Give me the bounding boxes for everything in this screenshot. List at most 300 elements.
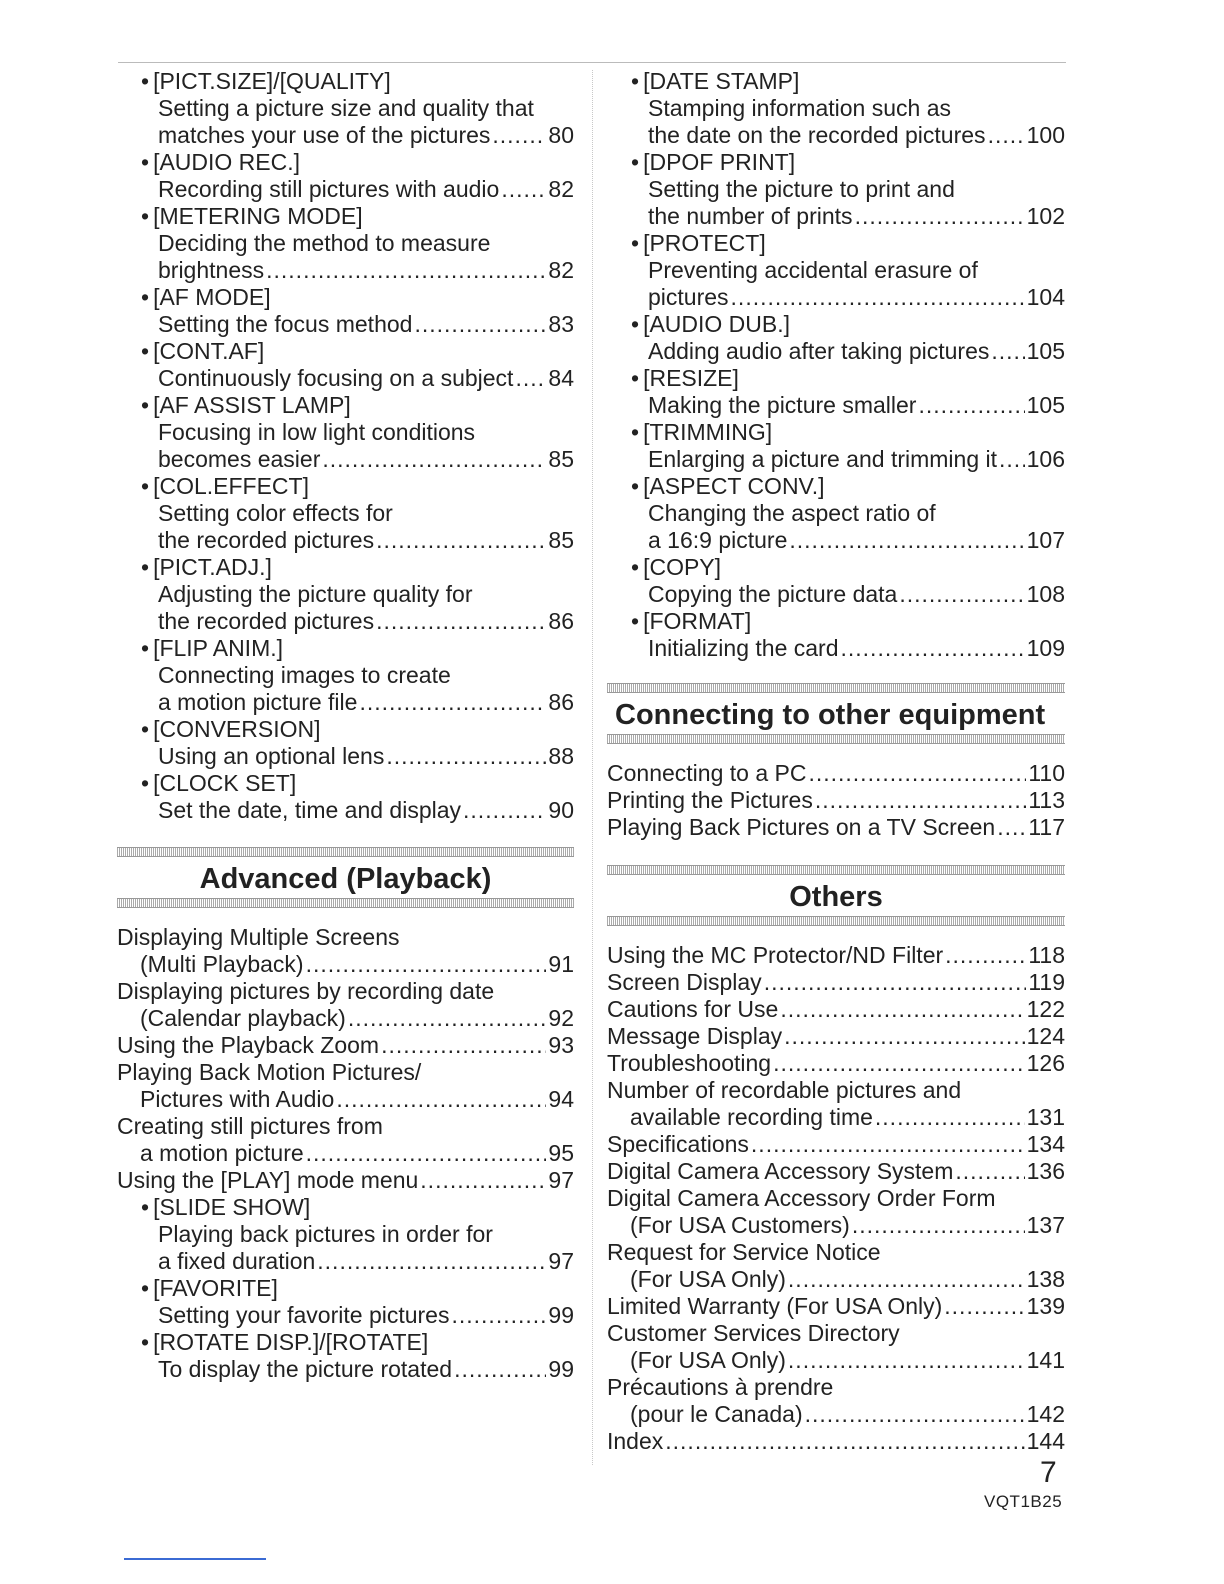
bullet-icon: •	[631, 311, 640, 337]
dot-leader	[988, 122, 1025, 149]
menu-item-title	[117, 635, 574, 662]
toc-entry	[607, 1428, 1065, 1455]
page-ref: 95	[548, 1140, 574, 1166]
menu-item-description: Focusing in low light conditions	[158, 419, 476, 445]
entry-text: Specifications	[607, 1131, 749, 1157]
menu-item-title	[117, 284, 574, 311]
entry-text: Setting your favorite pictures	[158, 1302, 450, 1328]
dot-leader	[463, 797, 546, 824]
dot-leader	[381, 1032, 546, 1059]
menu-item-title	[117, 203, 574, 230]
dot-leader	[376, 527, 546, 554]
page-ref: 118	[1028, 942, 1065, 968]
menu-item-description: Connecting images to create	[158, 662, 451, 688]
toc-line[interactable]	[117, 797, 574, 824]
dot-leader	[501, 176, 546, 203]
toc-line[interactable]	[607, 969, 1065, 996]
menu-item	[607, 68, 1065, 149]
menu-item-description: Changing the aspect ratio of	[648, 500, 936, 526]
entry-text: Making the picture smaller	[648, 392, 917, 418]
toc-line[interactable]	[117, 1005, 574, 1032]
page-ref: 113	[1028, 787, 1065, 813]
toc-line[interactable]	[607, 1428, 1065, 1455]
page-ref: 97	[548, 1167, 574, 1193]
bullet-icon: •	[141, 1194, 150, 1220]
bullet-icon: •	[141, 392, 150, 418]
menu-item-label: [CLOCK SET]	[153, 770, 297, 796]
page-ref: 97	[548, 1248, 574, 1274]
bullet-icon: •	[141, 338, 150, 364]
toc-line[interactable]	[117, 176, 574, 203]
dot-leader	[780, 996, 1024, 1023]
menu-item	[607, 419, 1065, 473]
menu-item-title	[117, 1194, 574, 1221]
page-ref: 106	[1026, 446, 1065, 472]
toc-line[interactable]	[117, 951, 574, 978]
entry-text: Troubleshooting	[607, 1050, 772, 1076]
entry-text: becomes easier	[158, 446, 321, 472]
toc-line[interactable]	[607, 1266, 1065, 1293]
section-band-bottom	[117, 898, 574, 908]
page-ref: 100	[1026, 122, 1065, 148]
menu-item-label: [DPOF PRINT]	[643, 149, 796, 175]
menu-item-title	[117, 554, 574, 581]
toc-entries-others	[607, 942, 1065, 1455]
entry-text: Playing Back Pictures on a TV Screen	[607, 814, 996, 840]
page-ref: 80	[548, 122, 574, 148]
bullet-icon: •	[631, 149, 640, 175]
dot-leader	[306, 951, 547, 978]
entry-text: (Calendar playback)	[140, 1005, 346, 1031]
toc-entry	[607, 942, 1065, 969]
dot-leader	[841, 635, 1025, 662]
toc-entry	[607, 1050, 1065, 1077]
menu-item-title	[607, 608, 1065, 635]
toc-line[interactable]	[117, 1032, 574, 1059]
menu-item-label: [DATE STAMP]	[643, 68, 800, 94]
toc-line[interactable]	[607, 1158, 1065, 1185]
menu-item	[117, 203, 574, 284]
page-ref: 85	[548, 446, 574, 472]
toc-entry	[607, 1023, 1065, 1050]
toc-line[interactable]	[607, 942, 1065, 969]
entry-text: pictures	[648, 284, 729, 310]
toc-line[interactable]	[117, 122, 574, 149]
dot-leader	[451, 1302, 546, 1329]
entry-text: (For USA Only)	[630, 1347, 786, 1373]
entry-text: Screen Display	[607, 969, 762, 995]
toc-entry	[607, 1131, 1065, 1158]
section-connecting	[607, 683, 1065, 744]
toc-entry	[607, 1374, 1065, 1428]
menu-item-description: Deciding the method to measure	[158, 230, 491, 256]
dot-leader	[991, 338, 1024, 365]
menu-item-title	[117, 392, 574, 419]
entry-text: (For USA Customers)	[630, 1212, 850, 1238]
bullet-icon: •	[631, 473, 640, 499]
toc-entry-first-line: Précautions à prendre	[607, 1374, 834, 1400]
toc-entry	[607, 760, 1065, 787]
menu-item-label: [PICT.SIZE]/[QUALITY]	[153, 68, 391, 94]
entry-text: Using the [PLAY] mode menu	[117, 1167, 419, 1193]
page-ref: 99	[548, 1356, 574, 1382]
entry-text: Copying the picture data	[648, 581, 898, 607]
menu-item-label: [FORMAT]	[643, 608, 752, 634]
menu-item-title	[117, 770, 574, 797]
menu-item	[607, 473, 1065, 554]
bullet-icon: •	[141, 284, 150, 310]
page-ref: 105	[1026, 392, 1065, 418]
left-column	[117, 68, 574, 1383]
toc-entry	[117, 924, 574, 978]
toc-line[interactable]	[607, 1401, 1065, 1428]
page-ref: 136	[1026, 1158, 1065, 1184]
dot-leader	[665, 1428, 1024, 1455]
toc-entry	[607, 1185, 1065, 1239]
entry-text: the date on the recorded pictures	[648, 122, 986, 148]
menu-item-title	[117, 716, 574, 743]
toc-entry	[117, 1167, 574, 1194]
menu-item-label: [FAVORITE]	[153, 1275, 278, 1301]
dot-leader	[784, 1023, 1024, 1050]
menu-item-label: [AUDIO DUB.]	[643, 311, 791, 337]
entry-text: Printing the Pictures	[607, 787, 813, 813]
page-number: 7	[1040, 1456, 1057, 1489]
toc-entry	[607, 1077, 1065, 1131]
page-ref: 90	[548, 797, 574, 823]
bullet-icon: •	[141, 68, 150, 94]
menu-item	[117, 338, 574, 392]
toc-line[interactable]	[607, 1347, 1065, 1374]
menu-item-label: [AUDIO REC.]	[153, 149, 301, 175]
toc-entries-playback	[117, 924, 574, 1194]
entry-text: Setting the focus method	[158, 311, 413, 337]
page-ref: 137	[1026, 1212, 1065, 1238]
dot-leader	[420, 1167, 546, 1194]
toc-line[interactable]	[607, 787, 1065, 814]
toc-entry-first-line: Request for Service Notice	[607, 1239, 881, 1265]
bullet-icon: •	[631, 365, 640, 391]
entry-text: Index	[607, 1428, 664, 1454]
toc-line[interactable]	[117, 1167, 574, 1194]
toc-line[interactable]	[607, 814, 1065, 841]
dot-leader	[764, 969, 1027, 996]
toc-line[interactable]	[117, 365, 574, 392]
entry-text: brightness	[158, 257, 265, 283]
page-ref: 91	[548, 951, 574, 977]
menu-item-title	[607, 365, 1065, 392]
entry-text: (pour le Canada)	[630, 1401, 803, 1427]
dot-leader	[815, 787, 1027, 814]
toc-line[interactable]	[607, 338, 1065, 365]
menu-item-label: [AF ASSIST LAMP]	[153, 392, 351, 418]
page-ref: 142	[1026, 1401, 1065, 1427]
entry-text: Continuously focusing on a subject	[158, 365, 514, 391]
dot-leader	[348, 1005, 547, 1032]
toc-line[interactable]	[117, 608, 574, 635]
dot-leader	[875, 1104, 1025, 1131]
entry-text: Set the date, time and display	[158, 797, 462, 823]
bullet-icon: •	[141, 554, 150, 580]
page-ref: 92	[548, 1005, 574, 1031]
menu-item-label: [CONVERSION]	[153, 716, 321, 742]
dot-leader	[855, 203, 1025, 230]
entry-text: the recorded pictures	[158, 608, 375, 634]
toc-line[interactable]	[607, 122, 1065, 149]
column-divider	[592, 70, 593, 1465]
menu-item	[607, 149, 1065, 230]
dot-leader	[336, 1086, 546, 1113]
toc-entry	[117, 1059, 574, 1113]
menu-item-title	[607, 419, 1065, 446]
bullet-icon: •	[631, 68, 640, 94]
toc-entry	[607, 814, 1065, 841]
menu-item	[117, 473, 574, 554]
toc-line[interactable]	[607, 392, 1065, 419]
entry-text: Pictures with Audio	[140, 1086, 335, 1112]
bullet-icon: •	[631, 419, 640, 445]
menu-item-description: Setting a picture size and quality that	[158, 95, 534, 121]
dot-leader	[386, 743, 546, 770]
toc-line[interactable]	[607, 1023, 1065, 1050]
page-ref: 82	[548, 176, 574, 202]
menu-item	[607, 608, 1065, 662]
menu-item	[117, 68, 574, 149]
entry-text: To display the picture rotated	[158, 1356, 453, 1382]
dot-leader	[492, 122, 546, 149]
section-band-top	[117, 847, 574, 857]
toc-line[interactable]	[607, 1293, 1065, 1320]
toc-line[interactable]	[607, 635, 1065, 662]
toc-entry-first-line: Displaying pictures by recording date	[117, 978, 495, 1004]
menu-item-title	[117, 1329, 574, 1356]
menu-item-description: Setting the picture to print and	[648, 176, 955, 202]
menu-items-recording	[117, 68, 574, 824]
toc-line[interactable]	[117, 1140, 574, 1167]
toc-entry	[607, 996, 1065, 1023]
page-ref: 105	[1026, 338, 1065, 364]
page-ref: 84	[548, 365, 574, 391]
menu-item-label: [AF MODE]	[153, 284, 271, 310]
toc-entry	[607, 969, 1065, 996]
section-band-bottom	[607, 916, 1065, 926]
dot-leader	[955, 1158, 1024, 1185]
menu-item-description: Adjusting the picture quality for	[158, 581, 473, 607]
toc-entry	[607, 1320, 1065, 1374]
entry-text: (For USA Only)	[630, 1266, 786, 1292]
bullet-icon: •	[631, 554, 640, 580]
menu-item-label: [COPY]	[643, 554, 722, 580]
top-rule	[118, 62, 1066, 63]
page-ref: 99	[548, 1302, 574, 1328]
toc-line[interactable]	[607, 996, 1065, 1023]
page-ref: 138	[1026, 1266, 1065, 1292]
page-ref: 139	[1026, 1293, 1065, 1319]
menu-item-description: Playing back pictures in order for	[158, 1221, 493, 1247]
page-ref: 88	[548, 743, 574, 769]
dot-leader	[899, 581, 1024, 608]
toc-line[interactable]	[607, 203, 1065, 230]
page-ref: 126	[1026, 1050, 1065, 1076]
toc-entry	[117, 978, 574, 1032]
toc-entry-first-line: Creating still pictures from	[117, 1113, 383, 1139]
toc-line[interactable]	[117, 527, 574, 554]
toc-line[interactable]	[117, 1248, 574, 1275]
dot-leader	[945, 942, 1026, 969]
page-ref: 124	[1026, 1023, 1065, 1049]
menu-item	[117, 716, 574, 770]
entry-text: a motion picture	[140, 1140, 304, 1166]
dot-leader	[773, 1050, 1025, 1077]
menu-item-title	[117, 473, 574, 500]
toc-line[interactable]	[117, 743, 574, 770]
menu-item-label: [FLIP ANIM.]	[153, 635, 284, 661]
toc-line[interactable]	[607, 1104, 1065, 1131]
menu-item-label: [CONT.AF]	[153, 338, 265, 364]
toc-line[interactable]	[607, 527, 1065, 554]
bullet-icon: •	[141, 635, 150, 661]
toc-line[interactable]	[117, 1356, 574, 1383]
page-ref: 141	[1026, 1347, 1065, 1373]
toc-entry	[117, 1032, 574, 1059]
section-band-top	[607, 683, 1065, 693]
page-ref: 86	[548, 689, 574, 715]
link-underline	[124, 1558, 266, 1560]
entry-text: Initializing the card	[648, 635, 839, 661]
menu-item	[117, 770, 574, 824]
page-ref: 117	[1028, 814, 1065, 840]
toc-entry	[607, 1239, 1065, 1293]
dot-leader	[788, 1347, 1025, 1374]
section-band-top	[607, 865, 1065, 875]
toc-entry-first-line: Customer Services Directory	[607, 1320, 900, 1346]
toc-line[interactable]	[117, 257, 574, 284]
toc-line[interactable]	[117, 446, 574, 473]
entry-text: Connecting to a PC	[607, 760, 807, 786]
menu-item-label: [COL.EFFECT]	[153, 473, 309, 499]
entry-text: Message Display	[607, 1023, 783, 1049]
entry-text: Cautions for Use	[607, 996, 779, 1022]
menu-item-title	[117, 149, 574, 176]
page-ref: 94	[548, 1086, 574, 1112]
page-ref: 82	[548, 257, 574, 283]
menu-item-title	[607, 311, 1065, 338]
dot-leader	[376, 608, 546, 635]
menu-item-label: [PROTECT]	[643, 230, 766, 256]
menu-item-label: [METERING MODE]	[153, 203, 363, 229]
entry-text: Adding audio after taking pictures	[648, 338, 990, 364]
dot-leader	[414, 311, 546, 338]
page-ref: 104	[1026, 284, 1065, 310]
menu-item-title	[607, 68, 1065, 95]
entry-text: a 16:9 picture	[648, 527, 788, 553]
page-ref: 134	[1026, 1131, 1065, 1157]
bullet-icon: •	[141, 149, 150, 175]
dot-leader	[322, 446, 546, 473]
menu-item	[117, 392, 574, 473]
menu-item	[117, 149, 574, 203]
toc-line[interactable]	[607, 760, 1065, 787]
menu-item	[607, 554, 1065, 608]
section-band-bottom	[607, 734, 1065, 744]
bullet-icon: •	[141, 716, 150, 742]
dot-leader	[515, 365, 546, 392]
toc-line[interactable]	[607, 1212, 1065, 1239]
menu-item	[607, 230, 1065, 311]
menu-item	[117, 1275, 574, 1329]
toc-line[interactable]	[607, 1050, 1065, 1077]
toc-line[interactable]	[117, 1302, 574, 1329]
menu-item	[607, 311, 1065, 365]
entry-text: matches your use of the pictures	[158, 122, 491, 148]
dot-leader	[999, 446, 1025, 473]
dot-leader	[359, 689, 546, 716]
bullet-icon: •	[141, 770, 150, 796]
menu-item	[117, 635, 574, 716]
page-ref: 131	[1026, 1104, 1065, 1130]
toc-entry-first-line: Digital Camera Accessory Order Form	[607, 1185, 996, 1211]
menu-item-label: [ROTATE DISP.]/[ROTATE]	[153, 1329, 429, 1355]
entry-text: Recording still pictures with audio	[158, 176, 500, 202]
entry-text: Digital Camera Accessory System	[607, 1158, 954, 1184]
dot-leader	[852, 1212, 1025, 1239]
entry-text: a motion picture file	[158, 689, 358, 715]
menu-item-description: Setting color effects for	[158, 500, 393, 526]
toc-entry-first-line: Playing Back Motion Pictures/	[117, 1059, 422, 1085]
menu-item	[117, 1194, 574, 1275]
page-ref: 109	[1026, 635, 1065, 661]
page-ref: 83	[548, 311, 574, 337]
entry-text: the number of prints	[648, 203, 853, 229]
dot-leader	[918, 392, 1024, 419]
dot-leader	[266, 257, 546, 284]
dot-leader	[306, 1140, 547, 1167]
page-ref: 86	[548, 608, 574, 634]
dot-leader	[731, 284, 1025, 311]
entry-text: Using the Playback Zoom	[117, 1032, 380, 1058]
toc-line[interactable]	[607, 284, 1065, 311]
toc-line[interactable]	[117, 311, 574, 338]
toc-entry	[607, 1293, 1065, 1320]
menu-item-title	[117, 68, 574, 95]
dot-leader	[944, 1293, 1024, 1320]
toc-line[interactable]	[117, 1086, 574, 1113]
page-ref: 102	[1026, 203, 1065, 229]
menu-item-title	[607, 473, 1065, 500]
menu-items-playback	[117, 1194, 574, 1383]
menu-item-title	[607, 149, 1065, 176]
menu-item-label: [TRIMMING]	[643, 419, 773, 445]
toc-line[interactable]	[607, 1131, 1065, 1158]
toc-line[interactable]	[607, 581, 1065, 608]
section-title: Connecting to other equipment	[615, 699, 1046, 731]
section-others	[607, 865, 1065, 926]
toc-entry-first-line: Displaying Multiple Screens	[117, 924, 400, 950]
section-title: Advanced (Playback)	[199, 863, 492, 895]
bullet-icon: •	[141, 1329, 150, 1355]
bullet-icon: •	[141, 1275, 150, 1301]
toc-line[interactable]	[607, 446, 1065, 473]
menu-item	[607, 365, 1065, 419]
menu-item	[117, 554, 574, 635]
dot-leader	[805, 1401, 1025, 1428]
menu-item-label: [RESIZE]	[643, 365, 739, 391]
toc-entry-first-line: Number of recordable pictures and	[607, 1077, 962, 1103]
dot-leader	[789, 527, 1024, 554]
menu-item-title	[607, 230, 1065, 257]
page-ref: 122	[1026, 996, 1065, 1022]
toc-line[interactable]	[117, 689, 574, 716]
